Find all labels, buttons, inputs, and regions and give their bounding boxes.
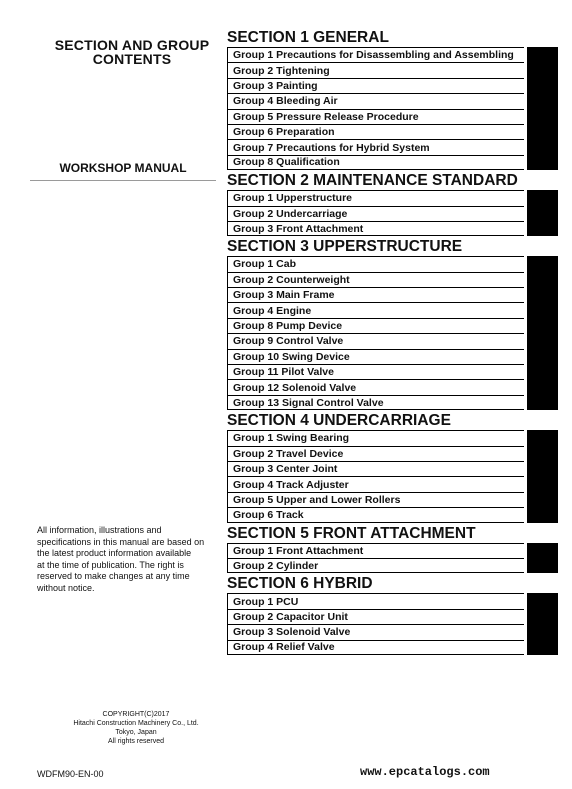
notice-line: the latest product information available xyxy=(37,548,192,559)
group-item[interactable]: Group 10 Swing Device xyxy=(227,349,524,364)
group-item[interactable]: Group 3 Painting xyxy=(227,78,524,93)
notice-line: without notice. xyxy=(37,582,95,593)
section-tab xyxy=(527,543,558,574)
document-title-line: CONTENTS xyxy=(92,51,172,67)
group-item[interactable]: Group 7 Precautions for Hybrid System xyxy=(227,139,524,154)
group-item[interactable]: Group 4 Track Adjuster xyxy=(227,476,524,491)
group-list xyxy=(227,430,558,522)
group-list xyxy=(227,593,558,655)
group-item[interactable]: Group 11 Pilot Valve xyxy=(227,364,524,379)
group-item[interactable]: Group 6 Track xyxy=(227,507,524,522)
group-item[interactable]: Group 3 Front Attachment xyxy=(227,221,524,236)
group-item[interactable]: Group 3 Main Frame xyxy=(227,287,524,302)
group-item[interactable]: Group 1 Cab xyxy=(227,256,524,271)
group-item[interactable]: Group 5 Upper and Lower Rollers xyxy=(227,492,524,507)
notice-line: specifications in this manual are based on xyxy=(37,536,205,547)
notice-line: at the time of publication. The right is xyxy=(37,559,184,570)
group-list xyxy=(227,543,558,574)
section-tab xyxy=(527,593,558,655)
copyright-line: Hitachi Construction Machinery Co., Ltd. xyxy=(73,720,199,727)
section-title: SECTION 6 HYBRID xyxy=(227,575,373,593)
group-item[interactable]: Group 8 Qualification xyxy=(227,155,524,170)
notice-line: All information, illustrations and xyxy=(37,525,162,535)
group-item[interactable]: Group 3 Solenoid Valve xyxy=(227,624,524,639)
website-link[interactable]: www.epcatalogs.com xyxy=(360,765,490,779)
group-item[interactable]: Group 1 Swing Bearing xyxy=(227,430,524,445)
group-item[interactable]: Group 2 Travel Device xyxy=(227,446,524,461)
group-item[interactable]: Group 1 Precautions for Disassembling and Assembling xyxy=(227,47,524,62)
group-item[interactable]: Group 3 Center Joint xyxy=(227,461,524,476)
group-item[interactable]: Group 4 Relief Valve xyxy=(227,640,524,655)
section-tab xyxy=(527,430,558,522)
group-item[interactable]: Group 12 Solenoid Valve xyxy=(227,379,524,394)
section-title: SECTION 2 MAINTENANCE STANDARD xyxy=(227,172,518,190)
group-item[interactable]: Group 13 Signal Control Valve xyxy=(227,395,524,410)
section-title: SECTION 3 UPPERSTRUCTURE xyxy=(227,238,463,256)
copyright-line: All rights reserved xyxy=(107,738,165,745)
group-list xyxy=(227,47,558,170)
copyright-line: COPYRIGHT(C)2017 xyxy=(102,711,170,718)
notice-line: reserved to make changes at any time xyxy=(37,571,190,582)
copyright-line: Tokyo, Japan xyxy=(115,729,157,736)
section-block xyxy=(227,172,558,236)
group-item[interactable]: Group 2 Cylinder xyxy=(227,558,524,573)
section-tab xyxy=(527,256,558,410)
section-block xyxy=(227,525,558,574)
section-block xyxy=(227,29,558,170)
group-item[interactable]: Group 4 Engine xyxy=(227,302,524,317)
group-item[interactable]: Group 5 Pressure Release Procedure xyxy=(227,109,524,124)
contents-list xyxy=(227,29,558,657)
group-item[interactable]: Group 4 Bleeding Air xyxy=(227,93,524,108)
group-item[interactable]: Group 1 PCU xyxy=(227,593,524,608)
document-title-line: SECTION AND GROUP xyxy=(54,37,210,53)
section-block xyxy=(227,575,558,655)
group-item[interactable]: Group 1 Front Attachment xyxy=(227,543,524,558)
section-tab xyxy=(527,190,558,236)
group-item[interactable]: Group 9 Control Valve xyxy=(227,333,524,348)
group-item[interactable]: Group 2 Tightening xyxy=(227,62,524,77)
group-list xyxy=(227,256,558,410)
copyright-block xyxy=(46,710,226,746)
document-title xyxy=(34,38,230,66)
document-code: WDFM90-EN-00 xyxy=(37,769,104,779)
group-item[interactable]: Group 2 Counterweight xyxy=(227,272,524,287)
section-title: SECTION 1 GENERAL xyxy=(227,29,389,46)
section-block xyxy=(227,238,558,410)
manual-label: WORKSHOP MANUAL xyxy=(59,161,187,175)
group-item[interactable]: Group 8 Pump Device xyxy=(227,318,524,333)
notice-text xyxy=(37,525,217,595)
group-item[interactable]: Group 2 Capacitor Unit xyxy=(227,609,524,624)
group-list xyxy=(227,190,558,236)
section-title: SECTION 5 FRONT ATTACHMENT xyxy=(227,524,476,542)
section-block xyxy=(227,412,558,522)
group-item[interactable]: Group 2 Undercarriage xyxy=(227,206,524,221)
group-item[interactable]: Group 1 Upperstructure xyxy=(227,190,524,205)
section-tab xyxy=(527,47,558,170)
section-title: SECTION 4 UNDERCARRIAGE xyxy=(227,412,451,430)
group-item[interactable]: Group 6 Preparation xyxy=(227,124,524,139)
divider xyxy=(30,180,216,181)
